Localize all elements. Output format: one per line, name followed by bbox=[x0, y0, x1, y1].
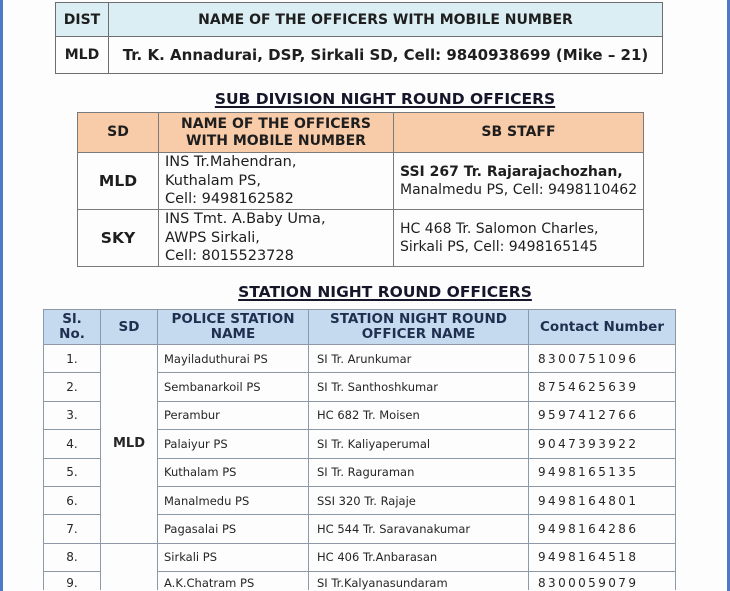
sd-cell bbox=[101, 543, 158, 590]
sb-staff-line: Sirkali PS, Cell: 9498165145 bbox=[400, 238, 598, 255]
sl-no-cell: 8. bbox=[44, 543, 101, 571]
header-line: OFFICER NAME bbox=[361, 326, 476, 342]
police-station-cell: Sirkali PS bbox=[158, 543, 309, 571]
station-title: STATION NIGHT ROUND OFFICERS bbox=[238, 283, 532, 301]
table-row bbox=[44, 345, 676, 373]
sl-no-cell: 9. bbox=[44, 572, 101, 591]
officer-name-cell: SI Tr. Raguraman bbox=[309, 458, 529, 486]
sl-no-cell: 4. bbox=[44, 430, 101, 458]
header-officer-name: NAME OF THE OFFICERS WITH MOBILE NUMBER bbox=[109, 3, 663, 37]
police-station-cell: A.K.Chatram PS bbox=[158, 572, 309, 591]
contact-number-cell: 8300751096 bbox=[529, 345, 676, 373]
sl-no-cell: 1. bbox=[44, 345, 101, 373]
station-table bbox=[43, 309, 676, 590]
sub-division-table bbox=[77, 112, 644, 267]
sl-no-cell: 6. bbox=[44, 486, 101, 514]
district-officer-table bbox=[55, 2, 663, 74]
police-station-cell: Sembanarkoil PS bbox=[158, 373, 309, 401]
sb-staff-line: Manalmedu PS, Cell: 9498110462 bbox=[400, 182, 638, 198]
table-row bbox=[78, 210, 644, 267]
officer-line: INS Tmt. A.Baby Uma, bbox=[165, 211, 326, 227]
police-station-cell: Kuthalam PS bbox=[158, 458, 309, 486]
officer-name-cell: SI Tr. Kaliyaperumal bbox=[309, 430, 529, 458]
contact-number-cell: 9498165135 bbox=[529, 458, 676, 486]
header-sl-no bbox=[44, 310, 101, 345]
sd-cell: MLD bbox=[78, 153, 159, 210]
contact-number-cell: 9498164801 bbox=[529, 486, 676, 514]
sd-cell: MLD bbox=[101, 345, 158, 544]
sl-no-cell: 7. bbox=[44, 515, 101, 543]
header-line: NAME bbox=[210, 326, 256, 342]
header-officer-name bbox=[309, 310, 529, 345]
officer-cell bbox=[159, 210, 394, 267]
sl-no-cell: 2. bbox=[44, 373, 101, 401]
officer-line: Cell: 9498162582 bbox=[165, 191, 294, 208]
header-police-station bbox=[158, 310, 309, 345]
police-station-cell: Pagasalai PS bbox=[158, 515, 309, 543]
header-line: Sl. bbox=[62, 311, 82, 327]
sb-staff-cell bbox=[394, 210, 644, 267]
officer-line: Kuthalam PS, bbox=[165, 172, 261, 189]
header-sd: SD bbox=[101, 310, 158, 345]
header-sb-staff: SB STAFF bbox=[394, 113, 644, 153]
table-row bbox=[44, 543, 676, 571]
header-line: POLICE STATION bbox=[171, 311, 295, 327]
officer-name-cell: SI Tr. Santhoshkumar bbox=[309, 373, 529, 401]
police-station-cell: Palaiyur PS bbox=[158, 430, 309, 458]
header-contact-number: Contact Number bbox=[529, 310, 676, 345]
contact-number-cell: 9498164518 bbox=[529, 543, 676, 571]
sl-no-cell: 3. bbox=[44, 401, 101, 429]
contact-number-cell: 8754625639 bbox=[529, 373, 676, 401]
table-row bbox=[78, 153, 644, 210]
officer-name-cell: HC 682 Tr. Moisen bbox=[309, 401, 529, 429]
contact-number-cell: 9498164286 bbox=[529, 515, 676, 543]
sb-staff-line: HC 468 Tr. Salomon Charles, bbox=[400, 220, 599, 237]
police-station-cell: Perambur bbox=[158, 401, 309, 429]
officer-name-cell: SSI 320 Tr. Rajaje bbox=[309, 486, 529, 514]
officer-cell bbox=[159, 153, 394, 210]
officer-name-cell: HC 406 Tr.Anbarasan bbox=[309, 543, 529, 571]
header-officer-name bbox=[159, 113, 394, 153]
sd-cell: SKY bbox=[78, 210, 159, 267]
header-line: No. bbox=[59, 326, 85, 342]
sb-staff-line: SSI 267 Tr. Rajarajachozhan, bbox=[400, 164, 623, 180]
dist-cell: MLD bbox=[56, 37, 109, 74]
header-sd: SD bbox=[78, 113, 159, 153]
header-dist: DIST bbox=[56, 3, 109, 37]
page-border-left bbox=[0, 0, 3, 591]
officer-line: INS Tr.Mahendran, bbox=[165, 154, 297, 171]
table-header-row bbox=[56, 3, 663, 37]
header-line: NAME OF THE OFFICERS bbox=[181, 115, 371, 132]
sl-no-cell: 5. bbox=[44, 458, 101, 486]
officer-name-cell: SI Tr.Kalyanasundaram bbox=[309, 572, 529, 591]
table-header-row bbox=[44, 310, 676, 345]
sub-division-title: SUB DIVISION NIGHT ROUND OFFICERS bbox=[214, 90, 556, 108]
officer-name-cell: SI Tr. Arunkumar bbox=[309, 345, 529, 373]
police-station-cell: Manalmedu PS bbox=[158, 486, 309, 514]
officer-name-cell: HC 544 Tr. Saravanakumar bbox=[309, 515, 529, 543]
officer-line: AWPS Sirkali, bbox=[165, 229, 260, 246]
header-line: STATION NIGHT ROUND bbox=[330, 311, 507, 327]
sb-staff-cell bbox=[394, 153, 644, 210]
header-line: WITH MOBILE NUMBER bbox=[186, 132, 366, 149]
table-row bbox=[56, 37, 663, 74]
contact-number-cell: 8300059079 bbox=[529, 572, 676, 591]
officer-line: Cell: 8015523728 bbox=[165, 248, 294, 264]
contact-number-cell: 9047393922 bbox=[529, 430, 676, 458]
police-station-cell: Mayiladuthurai PS bbox=[158, 345, 309, 373]
contact-number-cell: 9597412766 bbox=[529, 401, 676, 429]
table-header-row bbox=[78, 113, 644, 153]
officer-cell: Tr. K. Annadurai, DSP, Sirkali SD, Cell: 9840938699 (Mike – 21) bbox=[109, 37, 663, 74]
